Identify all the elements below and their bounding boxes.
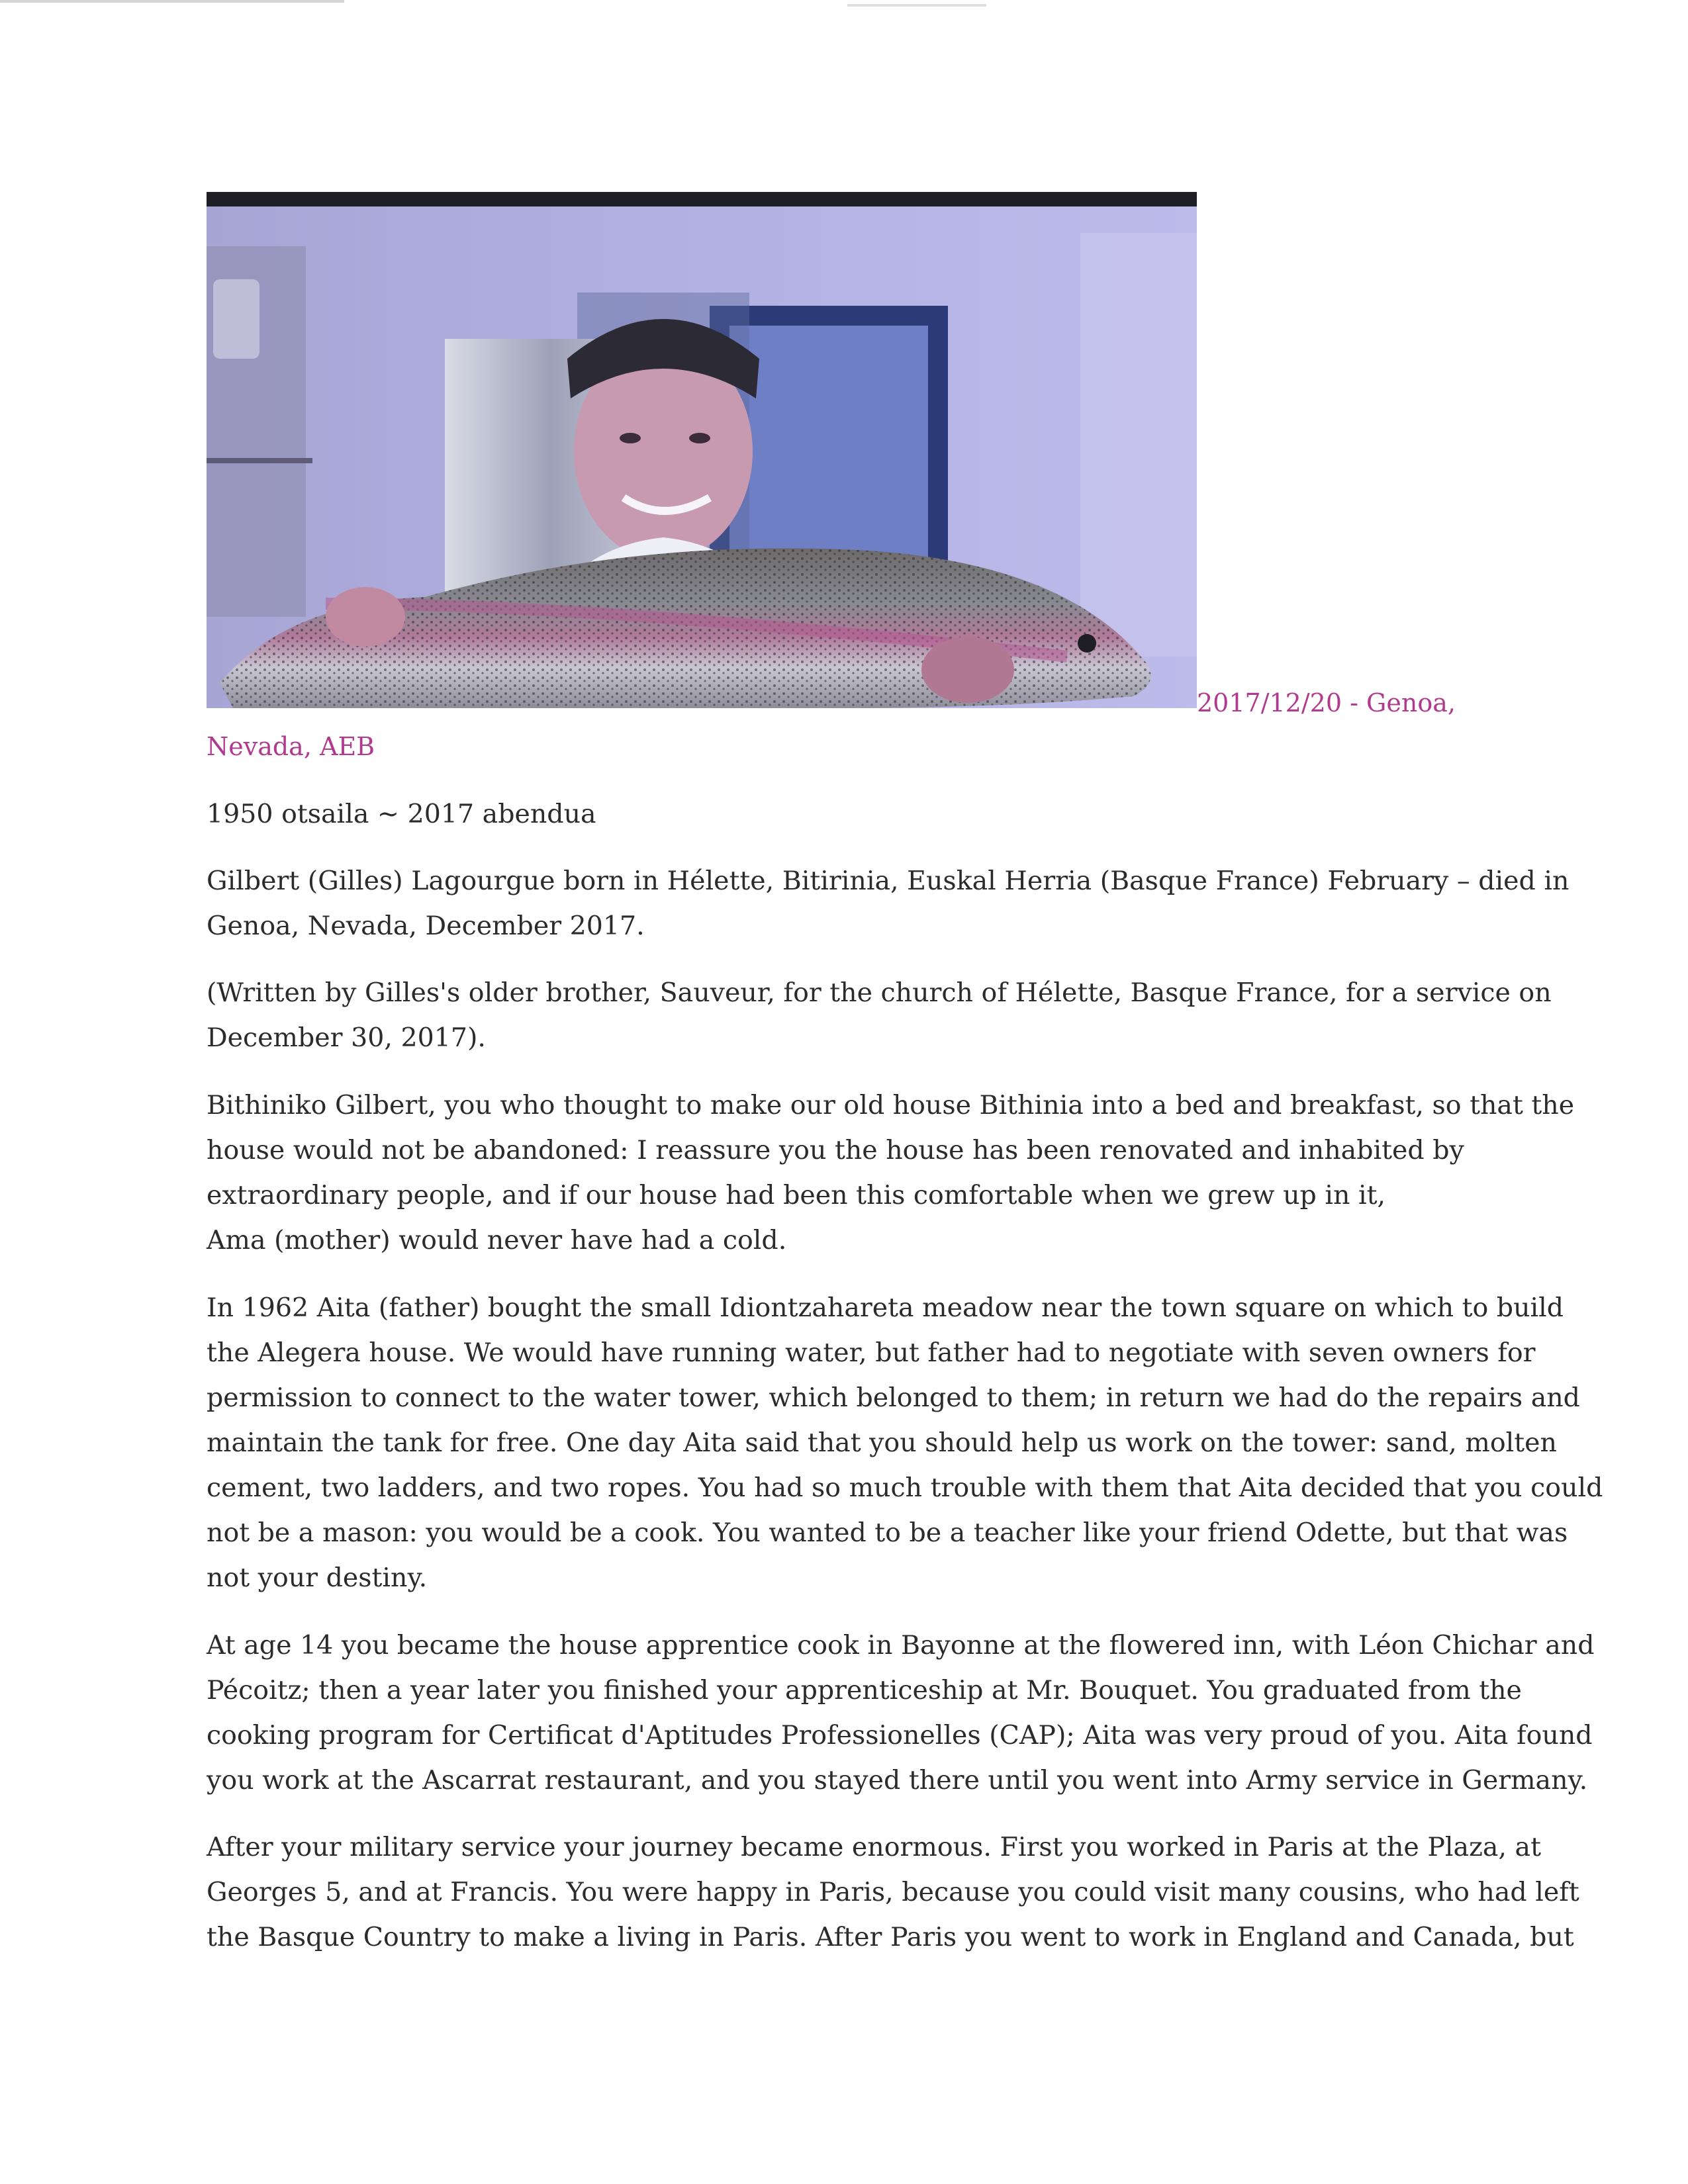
text-line: (Written by Gilles's older brother, Sauveur, for the church of Hélette, Basque France, for a service on xyxy=(207,978,1552,1008)
scan-edge-mark xyxy=(847,4,986,7)
text-line: maintain the tank for free. One day Aita said that you should help us work on the tower: sand, molten xyxy=(207,1428,1557,1458)
text-line: Pécoitz; then a year later you finished your apprenticeship at Mr. Bouquet. You graduated from the xyxy=(207,1675,1522,1706)
text-line: Gilbert (Gilles) Lagourgue born in Hélette, Bitirinia, Euskal Herria (Basque France) February – died in xyxy=(207,866,1570,896)
paragraph-written-by xyxy=(207,970,1552,1060)
text-line: December 30, 2017). xyxy=(207,1023,486,1053)
photo-chef-holding-fish xyxy=(207,192,1197,708)
text-line: Georges 5, and at Francis. You were happy in Paris, because you could visit many cousins, who had left xyxy=(207,1877,1579,1907)
text-line: Ama (mother) would never have had a cold. xyxy=(207,1225,787,1255)
photo-caption-continued: Nevada, AEB xyxy=(207,732,375,761)
text-line: cooking program for Certificat d'Aptitudes Professionelles (CAP); Aita was very proud of you. Aita found xyxy=(207,1720,1593,1751)
text-line: house would not be abandoned: I reassure you the house has been renovated and inhabited by xyxy=(207,1135,1464,1165)
text-line: Genoa, Nevada, December 2017. xyxy=(207,911,645,941)
paragraph-military-service xyxy=(207,1825,1579,1960)
paragraph-bed-and-breakfast xyxy=(207,1083,1575,1263)
text-line: After your military service your journey became enormous. First you worked in Paris at the Plaza, at xyxy=(207,1832,1541,1862)
text-line: extraordinary people, and if our house had been this comfortable when we grew up in it, xyxy=(207,1180,1386,1210)
scan-edge-mark xyxy=(0,0,344,13)
photo-caption: 2017/12/20 - Genoa, xyxy=(1197,688,1456,717)
text-line: the Basque Country to make a living in Paris. After Paris you went to work in England and Canada, but xyxy=(207,1922,1574,1952)
text-line: not your destiny. xyxy=(207,1563,428,1593)
text-line: At age 14 you became the house apprentice cook in Bayonne at the flowered inn, with Léon Chichar and xyxy=(207,1630,1595,1661)
text-line: Bithiniko Gilbert, you who thought to make our old house Bithinia into a bed and breakfast, so that the xyxy=(207,1090,1575,1120)
paragraph-birth-death xyxy=(207,858,1570,948)
life-dates xyxy=(207,792,1504,837)
paragraph-apprenticeship xyxy=(207,1623,1595,1803)
photo-illustration xyxy=(207,206,1197,708)
text-line: you work at the Ascarrat restaurant, and you stayed there until you went into Army service in Germany. xyxy=(207,1765,1588,1796)
life-dates-text: 1950 otsaila ~ 2017 abendua xyxy=(207,799,596,829)
text-line: permission to connect to the water tower, which belonged to them; in return we had do the repairs and xyxy=(207,1383,1580,1413)
text-line: cement, two ladders, and two ropes. You had so much trouble with them that Aita decided that you could xyxy=(207,1473,1603,1503)
text-line: In 1962 Aita (father) bought the small Idiontzahareta meadow near the town square on which to build xyxy=(207,1293,1564,1323)
text-line: the Alegera house. We would have running water, but father had to negotiate with seven owners for xyxy=(207,1338,1536,1368)
paragraph-water-tower xyxy=(207,1285,1603,1600)
text-line: not be a mason: you would be a cook. You wanted to be a teacher like your friend Odette, but that was xyxy=(207,1518,1568,1548)
